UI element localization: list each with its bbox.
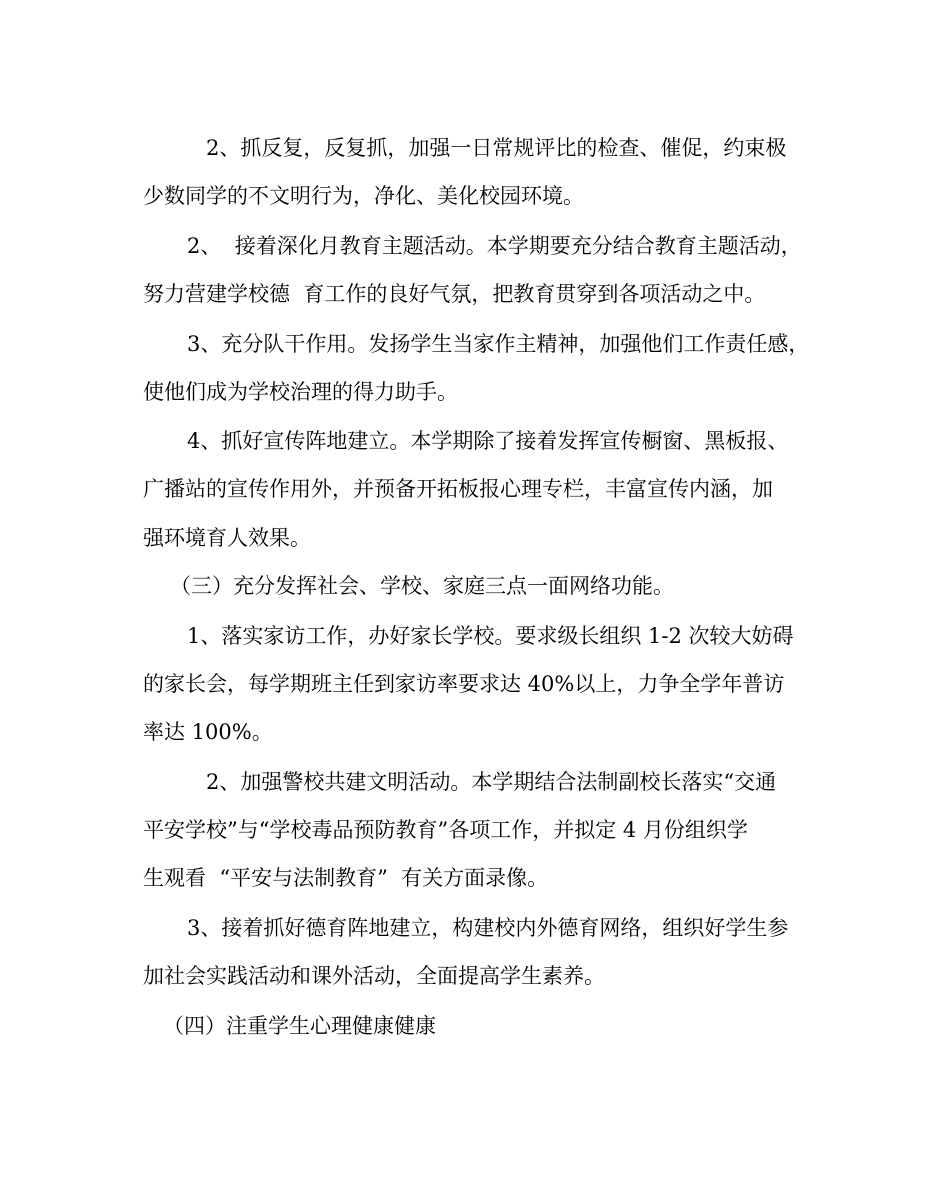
text-line: 1、落实家访工作，办好家长学校。要求级长组织 1-2 次较大妨碍 [187, 624, 794, 648]
text-line: 强环境育人效果。 [143, 526, 311, 550]
section-heading: （四）注重学生心理健康健康 [163, 1014, 436, 1038]
text-line: 加社会实践活动和课外活动，全面提高学生素养。 [143, 964, 605, 988]
text-line: 率达 100%。 [143, 720, 273, 744]
text-line: 3、充分队干作用。发扬学生当家作主精神，加强他们工作责任感， [187, 332, 810, 356]
text-line: 广播站的宣传作用外，并预备开拓板报心理专栏，丰富宣传内涵，加 [143, 477, 773, 501]
text-line: 使他们成为学校治理的得力助手。 [143, 380, 458, 404]
text-line: 2、 接着深化月教育主题活动。本学期要充分结合教育主题活动， [187, 234, 802, 258]
text-line: 2、加强警校共建文明活动。本学期结合法制副校长落实“交通 [206, 770, 777, 794]
text-line: 少数同学的不文明行为，净化、美化校园环境。 [143, 184, 584, 208]
section-heading: （三）充分发挥社会、学校、家庭三点一面网络功能。 [170, 574, 674, 598]
text-line: 生观看 “平安与法制教育” 有关方面录像。 [143, 866, 549, 890]
text-line: 的家长会，每学期班主任到家访率要求达 40%以上，力争全学年普访 [143, 672, 785, 696]
text-line: 4、抓好宣传阵地建立。本学期除了接着发挥宣传橱窗、黑板报、 [187, 429, 789, 453]
text-line: 努力营建学校德 育工作的良好气氛，把教育贯穿到各项活动之中。 [143, 282, 766, 306]
text-line: 2、抓反复，反复抓，加强一日常规评比的检查、催促，约束极 [206, 136, 787, 160]
text-line: 3、接着抓好德育阵地建立，构建校内外德育网络，组织好学生参 [187, 916, 789, 940]
text-line: 平安学校”与“学校毒品预防教育”各项工作，并拟定 4 月份组织学 [143, 818, 748, 842]
